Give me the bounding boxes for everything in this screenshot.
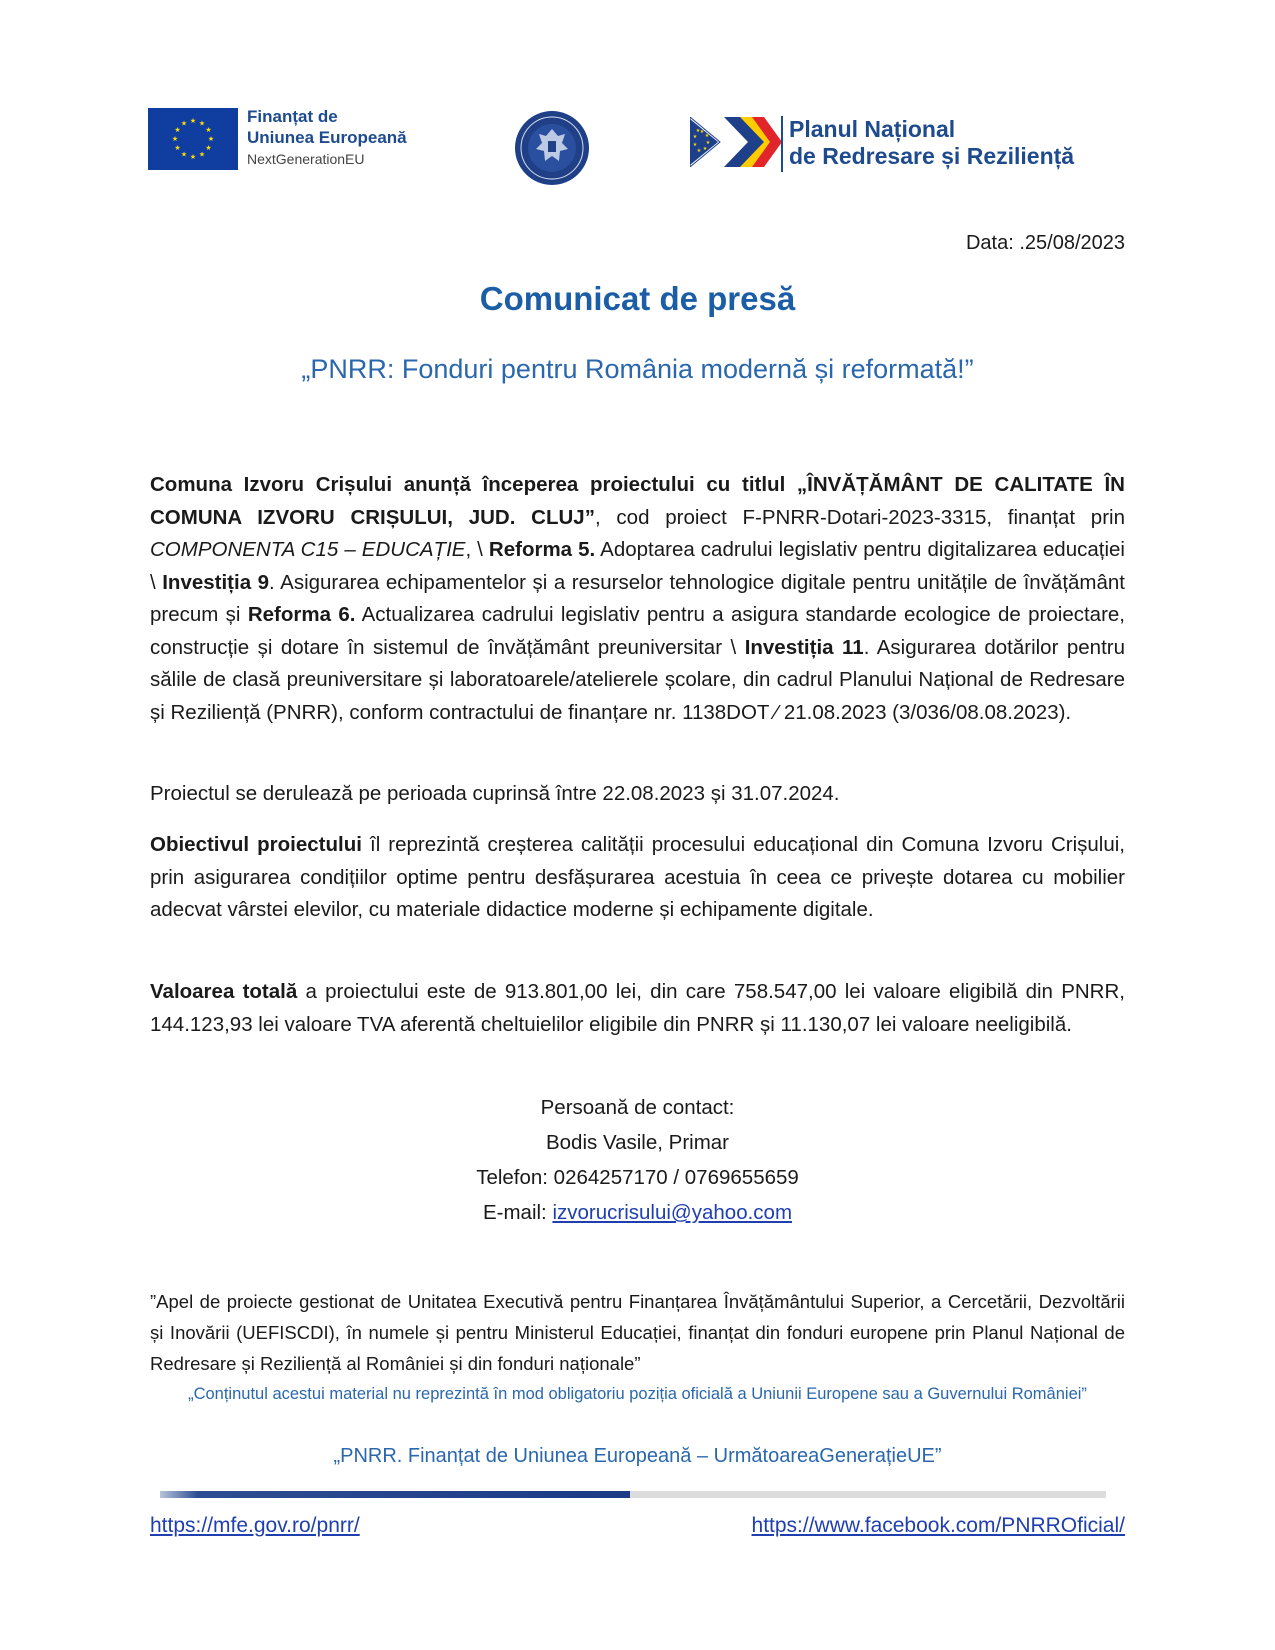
eu-line-1: Finanțat de xyxy=(247,107,338,126)
investment-11-label: Investiția 11 xyxy=(744,635,864,659)
eu-line-3: NextGenerationEU xyxy=(247,151,365,167)
investment-9-label: Investiția 9 xyxy=(162,570,270,594)
svg-text:★: ★ xyxy=(207,135,215,143)
svg-text:★: ★ xyxy=(205,126,212,134)
document-date: Data: .25/08/2023 xyxy=(965,232,1125,254)
footer-divider-accent xyxy=(160,1491,630,1498)
pnrr-slogan: „PNRR. Finanțat de Uniunea Europeană – UrmătoareaGenerațieUE” xyxy=(333,1445,942,1467)
svg-text:★: ★ xyxy=(699,129,705,135)
objective-label: Obiectivul proiectului xyxy=(150,833,362,856)
svg-text:★: ★ xyxy=(702,146,708,152)
mfe-pnrr-link[interactable]: https://mfe.gov.ro/pnrr/ xyxy=(150,1514,360,1537)
reform-5-label: Reforma 5. xyxy=(488,538,596,561)
disclaimer-text: „Conținutul acestui material nu reprezintă în mod obligatoriu poziția oficială a Uniunii Europene sau a Guvernului României” xyxy=(188,1385,1087,1403)
facebook-pnrr-link[interactable]: https://www.facebook.com/PNRROficial/ xyxy=(751,1514,1125,1537)
pnrr-logo-label xyxy=(789,116,1074,170)
svg-text:★: ★ xyxy=(205,144,212,152)
svg-text:★: ★ xyxy=(705,140,711,146)
svg-text:★: ★ xyxy=(189,117,197,125)
svg-text:★: ★ xyxy=(198,150,206,159)
email-link[interactable]: izvorucrisului@yahoo.com xyxy=(552,1201,793,1224)
eu-line-2: Uniunea Europeană xyxy=(247,128,407,147)
svg-text:★: ★ xyxy=(189,153,197,161)
contact-block xyxy=(0,1090,1275,1230)
svg-text:★: ★ xyxy=(198,119,206,128)
total-value-text: a proiectului este de 913.801,00 lei, din care 758.547,00 lei valoare eligibilă din PNRR, 144.123,93 lei valoare TVA aferentă cheltuielilor eligibile din PNRR și 11.130,07 lei valoare neeligibilă. xyxy=(150,980,1125,1036)
svg-text:★: ★ xyxy=(174,144,181,152)
separator-text: , \ xyxy=(465,538,489,561)
svg-text:★: ★ xyxy=(180,150,188,159)
svg-text:★: ★ xyxy=(692,134,698,140)
announcement-lead: Comuna Izvoru Crișului anunță începerea proiectului cu titlul „ÎNVĂȚĂMÂNT DE CALITATE ÎN COMUNA IZVORU CRIȘULUI, JUD. CLUJ” xyxy=(150,473,1125,529)
pnrr-line-1: Planul Național xyxy=(789,116,956,142)
footer-divider xyxy=(160,1491,1106,1498)
project-period-paragraph: Proiectul se derulează pe perioada cuprinsă între 22.08.2023 și 31.07.2024. xyxy=(150,782,840,805)
email-label: E-mail: xyxy=(482,1201,553,1224)
project-code-text: , cod proiect F-PNRR-Dotari-2023-3315, finanțat prin xyxy=(594,505,1125,529)
objective-text: îl reprezintă creșterea calității procesului educațional din Comuna Izvoru Crișului, prin asigurarea condițiilor optime pentru desfășurarea acestuia în ceea ce privește dotarea cu mobilier adecvat vârstei elevilor, cu materiale didactice moderne și echipamente digitale. xyxy=(150,833,1125,921)
svg-text:★: ★ xyxy=(171,135,179,143)
investment-9-text: . Asigurarea echipamentelor și a resurselor tehnologice digitale pentru unitățile de învățământ precum și xyxy=(150,570,1125,626)
pnrr-line-2: de Redresare și Reziliență xyxy=(789,143,1075,169)
svg-text:★: ★ xyxy=(692,142,698,148)
project-objective-paragraph xyxy=(150,829,1125,927)
project-value-paragraph xyxy=(150,976,1125,1041)
pnrr-flag-arrow-icon xyxy=(690,117,782,167)
eu-flag-icon xyxy=(148,108,238,170)
page-subtitle: „PNRR: Fonduri pentru România modernă și reformată!” xyxy=(301,354,974,384)
total-value-label: Valoarea totală xyxy=(150,980,298,1003)
funding-call-statement: ”Apel de proiecte gestionat de Unitatea Executivă pentru Finanțarea Învățământului Superior, a Cercetării, Dezvoltării și Inovării (UEFISCDI), în numele și pentru Ministerul Educației, finanțat din fonduri europene prin Planul Național de Redresare și Reziliență al României și din fonduri naționale” xyxy=(150,1291,1125,1374)
reform-5-text: Adoptarea cadrului legislativ pentru digitalizarea educației \ xyxy=(150,538,1125,594)
svg-text:★: ★ xyxy=(180,119,188,128)
svg-text:★: ★ xyxy=(696,148,702,154)
guvernul-romaniei-seal-icon xyxy=(513,109,591,187)
page-title: Comunicat de presă xyxy=(479,280,796,317)
svg-text:★: ★ xyxy=(704,133,710,139)
investment-11-text: . Asigurarea dotărilor pentru sălile de clasă preuniversitare și laboratoarele/atelierele școlare, din cadrul Planului Național de Redresare și Reziliență (PNRR), conform contractului de finanțare nr. 1138DOT ⁄ 21.08.2023 (3/036/08.08.2023). xyxy=(150,635,1126,724)
component-text: COMPONENTA C15 – EDUCAȚIE xyxy=(150,538,466,561)
contact-heading: Persoană de contact: xyxy=(540,1096,735,1119)
reform-6-label: Reforma 6. xyxy=(247,603,356,626)
reform-6-text: Actualizarea cadrului legislativ pentru a asigura standarde ecologice de proiectare, construcție și dotare în sistemul de învățământ preuniversitar \ xyxy=(150,603,1125,659)
contact-phone: Telefon: 0264257170 / 0769655659 xyxy=(476,1166,799,1189)
pnrr-logo-divider xyxy=(781,116,783,172)
svg-text:★: ★ xyxy=(174,126,181,134)
project-announcement-paragraph xyxy=(150,469,1125,729)
contact-email-line xyxy=(0,1195,1275,1230)
eu-funding-label xyxy=(247,106,407,170)
svg-text:★: ★ xyxy=(695,128,701,134)
contact-name: Bodis Vasile, Primar xyxy=(545,1131,730,1154)
